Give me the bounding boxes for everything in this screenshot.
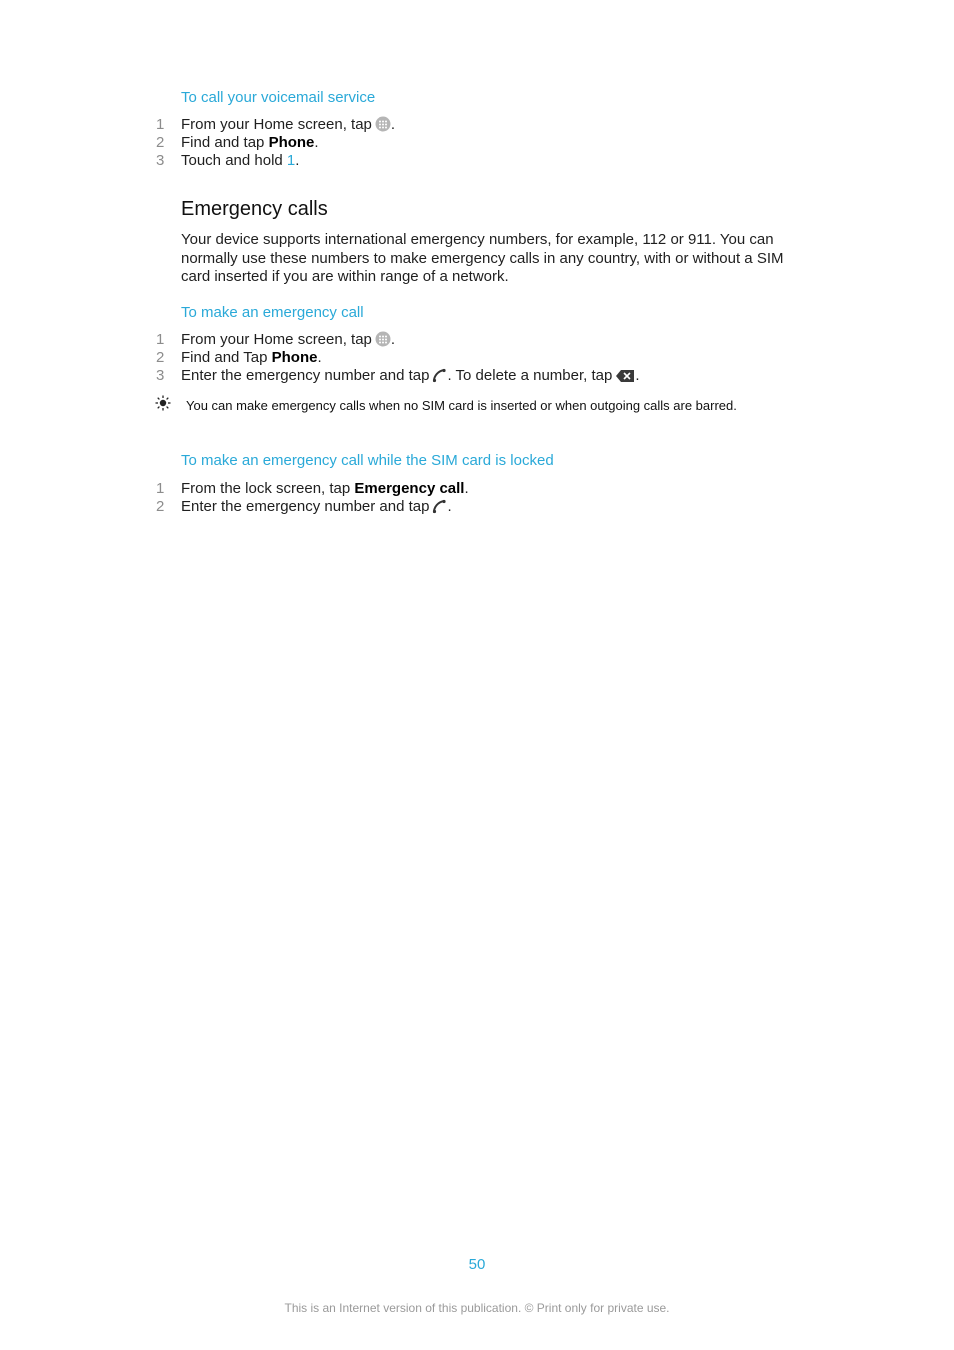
step-number: 3 [156,367,165,384]
list-item: 2 Enter the emergency number and tap . [156,498,452,515]
locked-sim-heading: To make an emergency call while the SIM card is locked [181,452,554,469]
phone-app-label: Phone [268,134,315,151]
phone-dial-icon [432,368,447,383]
apps-grid-icon [375,331,391,347]
tip-lightbulb-icon [155,395,171,411]
list-item: 1 From your Home screen, tap . [156,116,396,133]
step-number: 1 [156,116,165,133]
page-number: 50 [468,1256,486,1273]
make-call-heading: To make an emergency call [181,304,364,321]
step-number: 2 [156,134,165,151]
step-number: 3 [156,152,165,169]
step-number: 1 [156,480,165,497]
list-item: 1 From the lock screen, tap Emergency call. [156,480,469,497]
apps-grid-icon [375,116,391,132]
section-title: Emergency calls [181,198,328,220]
key-1-label: 1 [286,152,296,169]
step-number: 2 [156,498,165,515]
list-item: 3 Enter the emergency number and tap . To delete a number, tap . [156,367,640,384]
list-item: 1 From your Home screen, tap . [156,331,396,348]
step-number: 2 [156,349,165,366]
step-text: From your Home screen, tap [181,116,372,133]
voicemail-heading: To call your voicemail service [181,89,376,106]
phone-dial-icon [432,499,447,514]
step-number: 1 [156,331,165,348]
list-item: 2 Find and tap Phone. [156,134,319,151]
footer-notice: This is an Internet version of this publication. © Print only for private use. [284,1301,670,1315]
backspace-icon [615,369,635,383]
emergency-call-label: Emergency call [354,480,465,497]
list-item: 3 Touch and hold 1. [156,152,300,169]
tip-text: You can make emergency calls when no SIM card is inserted or when outgoing calls are barred. [186,398,737,413]
phone-app-label: Phone [271,349,318,366]
list-item: 2 Find and Tap Phone. [156,349,322,366]
intro-paragraph: Your device supports international emergency numbers, for example, 112 or 911. You can normally use these numbers to make emergency calls in any country, with or without a SIM card inserted if you are within range of a network. [181,231,784,285]
